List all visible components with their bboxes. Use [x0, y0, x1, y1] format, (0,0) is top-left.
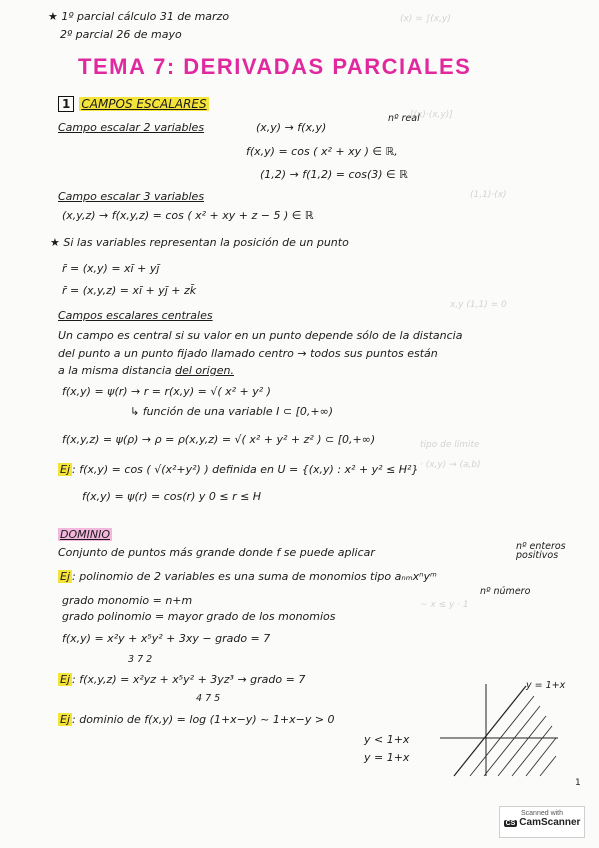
formula-line: (1,2) → f(1,2) = cos(3) ∈ ℝ: [260, 168, 408, 181]
text-line: ↳ función de una variable I ⊂ [0,+∞): [130, 405, 334, 418]
underbrace-labels: 4 7 5: [196, 693, 221, 704]
text-line: ★ Si las variables representan la posición de un punto: [50, 236, 349, 249]
bleed-through-text: (1,1)·(x): [470, 190, 507, 200]
formula-line: (x,y) → f(x,y): [256, 121, 327, 134]
boundary-line: [454, 686, 526, 776]
text-line: grado monomio = n+m: [62, 594, 193, 607]
formula-line: f(x,y) = ψ(r) = cos(r) y 0 ≤ r ≤ H: [82, 490, 262, 503]
section-heading: [58, 96, 209, 112]
formula-line: f(x,y,z) = ψ(ρ) → ρ = ρ(x,y,z) = √( x² + y² + z² ) ⊂ [0,+∞): [62, 433, 376, 446]
annotation: nº enteros positivos: [516, 541, 566, 561]
text-line: a la misma distancia del origen.: [58, 364, 234, 377]
text-line: grado polinomio = mayor grado de los monomios: [62, 610, 336, 623]
graph-label: y = 1+x: [526, 680, 566, 691]
subheading: Campo escalar 3 variables: [58, 190, 205, 203]
example-line: Ej : f(x,y,z) = x²yz + x⁵y² + 3yz³ → grado = 7: [60, 673, 306, 686]
header-line-1: ★ 1º parcial cálculo 31 de marzo: [48, 10, 230, 23]
formula-line: r̄ = (x,y,z) = xī + yj̄ + zk̄: [62, 284, 197, 297]
hatch-region: [470, 696, 556, 776]
camscanner-logo-icon: CS: [505, 820, 516, 827]
formula-line: (x,y,z) → f(x,y,z) = cos ( x² + xy + z − 5 ) ∈ ℝ: [62, 209, 314, 222]
subheading: DOMINIO: [60, 528, 110, 541]
annotation: nº real: [388, 113, 420, 124]
text-line: del punto a un punto fijado llamado centro → todos sus puntos están: [58, 347, 438, 360]
example-line: Ej : f(x,y) = cos ( √(x²+y²) ) definida en U = {(x,y) : x² + y² ≤ H²}: [60, 463, 419, 476]
example-line: Ej : polinomio de 2 variables es una suma de monomios tipo aₙₘxⁿyᵐ: [60, 570, 437, 583]
formula-line: f(x,y) = x²y + x⁵y² + 3xy − grado = 7: [62, 632, 271, 645]
bleed-through-text: tipo de límite: [420, 440, 480, 450]
subheading: Campos escalares centrales: [58, 309, 213, 322]
formula-line: y < 1+x: [364, 733, 410, 746]
formula-line: f(x,y) = cos ( x² + xy ) ∈ ℝ,: [246, 145, 398, 158]
annotation: nº número: [480, 586, 531, 597]
bleed-through-text: x,y (1,1) = 0: [450, 300, 507, 310]
bleed-through-text: · (x,y) → (a,b): [420, 460, 481, 470]
page-mark: 1: [575, 778, 581, 788]
subheading: Campo escalar 2 variables: [58, 121, 205, 134]
bleed-through-text: [(x)·(x,y)]: [410, 110, 453, 120]
underbrace-labels: 3 7 2: [128, 654, 153, 665]
formula-line: f(x,y) = ψ(r) → r = r(x,y) = √( x² + y² ): [62, 385, 271, 398]
bleed-through-text: (x) = ∫(x,y): [400, 14, 451, 24]
text-line: Un campo es central si su valor en un punto depende sólo de la distancia: [58, 329, 463, 342]
bleed-through-text: ~ x ≤ y · 1: [420, 600, 469, 610]
text-line: Conjunto de puntos más grande donde f se puede aplicar: [58, 546, 375, 559]
section-number: 1: [58, 96, 74, 112]
example-line: Ej : dominio de f(x,y) = log (1+x−y) ~ 1+x−y > 0: [60, 713, 335, 726]
page-title: TEMA 7: DERIVADAS PARCIALES: [78, 54, 472, 79]
formula-line: r̄ = (x,y) = xī + yj̄: [62, 262, 160, 275]
domain-sketch: [440, 680, 560, 780]
section-title: CAMPOS ESCALARES: [81, 97, 207, 111]
scanner-watermark: Scanned with CS CamScanner: [499, 806, 585, 838]
header-line-2: 2º parcial 26 de mayo: [60, 28, 182, 41]
formula-line: y = 1+x: [364, 751, 410, 764]
